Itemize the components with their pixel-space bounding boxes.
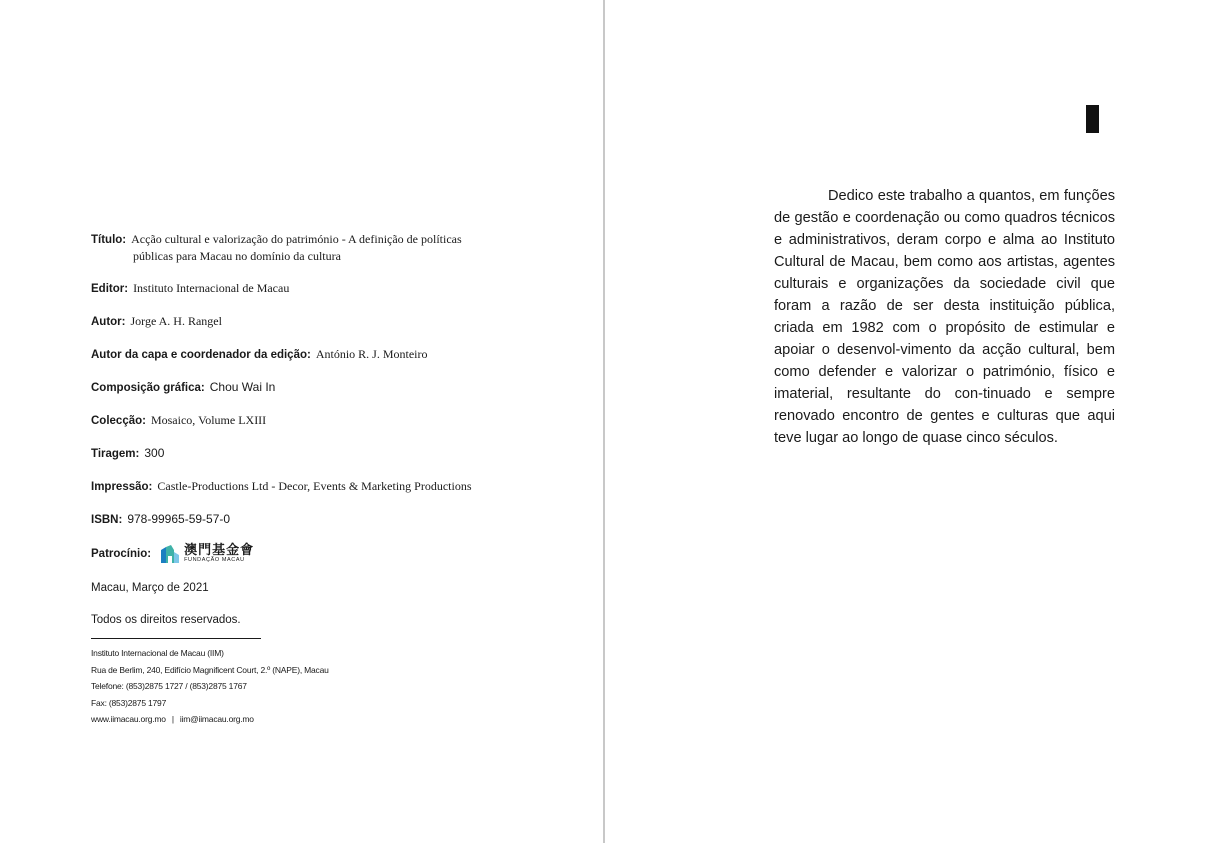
chapter-marker (1086, 105, 1099, 133)
date-line: Macau, Março de 2021 (91, 582, 209, 594)
left-page (0, 0, 603, 843)
print-run-value: 300 (144, 446, 165, 460)
isbn-value: 978-99965-59-57-0 (127, 512, 231, 526)
fundacao-macau-logo-icon (160, 544, 180, 564)
right-page (605, 0, 1209, 843)
editor-value: Instituto Internacional de Macau (133, 281, 290, 295)
printing-value: Castle-Productions Ltd - Decor, Events & Marketing Productions (157, 479, 472, 493)
graphic-composition-label: Composição gráfica: (91, 382, 205, 394)
contact-web-email (91, 711, 561, 728)
editor-label: Editor: (91, 283, 129, 295)
editor-entry (91, 280, 561, 297)
title-value-line2: públicas para Macau no domínio da cultura (133, 249, 341, 263)
sponsor-label: Patrocínio: (91, 548, 152, 560)
contact-block (91, 645, 561, 728)
printing-label: Impressão: (91, 481, 153, 493)
graphic-composition-value: Chou Wai In (209, 380, 276, 394)
author-label: Autor: (91, 316, 126, 328)
logo-portuguese-text: FUNDAÇÃO MACAU (184, 557, 245, 564)
cover-author-label: Autor da capa e coordenador da edição: (91, 349, 311, 361)
contact-separator: | (171, 714, 174, 724)
contact-org: Instituto Internacional de Macau (IIM) (91, 648, 224, 658)
collection-entry (91, 412, 561, 429)
fundacao-macau-logo (160, 544, 254, 564)
contact-website: www.iimacau.org.mo (91, 714, 166, 724)
colophon (91, 231, 561, 728)
sponsor-entry (91, 544, 561, 564)
isbn-entry (91, 511, 561, 528)
rights-line: Todos os direitos reservados. (91, 614, 241, 626)
dedication-text: Dedico este trabalho a quantos, em funções de gestão e coordenação ou como quadros técnicos e administrativos, deram corpo e alma ao Instituto Cultural de Macau, bem como aos artistas, agentes culturais e organizações da sociedade civil que foram a razão de ser desta instituição pública, criada em 1982 com o propósito de estimular e apoiar o desenvol-vimento da acção cultural, bem como defender e valorizar o património, físico e imaterial, resultante do con-tinuado e sempre renovado encontro de gentes e culturas que aqui teve lugar ao longo de quase cinco séculos. (774, 188, 1115, 446)
title-entry (91, 231, 561, 264)
author-entry (91, 313, 561, 330)
logo-chinese-text: 澳門基金會 (184, 543, 255, 559)
graphic-composition-entry (91, 379, 561, 396)
collection-label: Colecção: (91, 415, 146, 427)
print-run-label: Tiragem: (91, 448, 140, 460)
print-run-entry (91, 445, 561, 462)
contact-divider (91, 638, 261, 639)
title-value-line1: Acção cultural e valorização do património - A definição de políticas (131, 232, 462, 246)
isbn-label: ISBN: (91, 514, 123, 526)
title-label: Título: (91, 234, 127, 246)
contact-email: iim@iimacau.org.mo (179, 714, 254, 724)
contact-address: Rua de Berlim, 240, Edifício Magnificent Court, 2.º (NAPE), Macau (91, 664, 329, 675)
cover-author-entry (91, 346, 561, 363)
collection-value: Mosaico, Volume LXIII (150, 413, 267, 427)
contact-phone: Telefone: (853)2875 1727 / (853)2875 1767 (91, 681, 247, 691)
author-value: Jorge A. H. Rangel (130, 314, 222, 328)
contact-fax: Fax: (853)2875 1797 (91, 697, 167, 708)
cover-author-value: António R. J. Monteiro (315, 347, 428, 361)
printing-entry (91, 478, 561, 495)
